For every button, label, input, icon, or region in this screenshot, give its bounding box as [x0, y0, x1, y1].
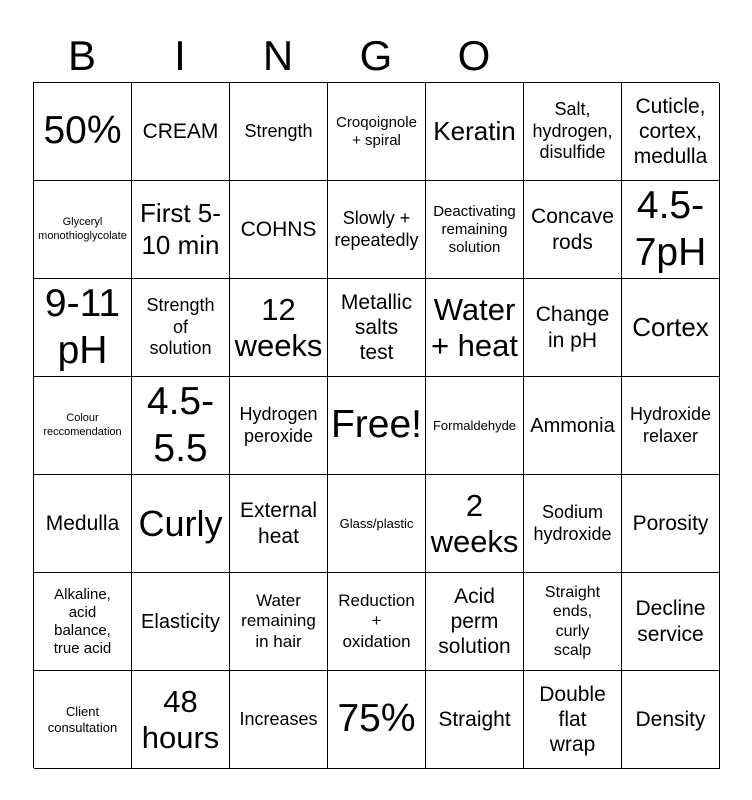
cell-text: Metallic salts test	[340, 290, 413, 365]
cell-text: Decline service	[635, 597, 706, 646]
bingo-cell[interactable]	[524, 573, 622, 671]
cell-text: Cortex	[632, 311, 709, 342]
bingo-header	[33, 30, 719, 82]
header-letter-g: G	[359, 32, 393, 79]
bingo-cell[interactable]	[328, 181, 426, 279]
cell-text: Salt, hydrogen, disulfide	[532, 99, 613, 163]
bingo-cell[interactable]	[328, 573, 426, 671]
cell-text: COHNS	[240, 217, 317, 241]
bingo-cell[interactable]	[34, 181, 132, 279]
bingo-cell[interactable]	[230, 83, 328, 181]
bingo-cell[interactable]	[426, 377, 524, 475]
cell-text: Straight ends, curly scalp	[544, 584, 601, 659]
bingo-cell[interactable]	[230, 475, 328, 573]
bingo-cell[interactable]	[132, 377, 230, 475]
bingo-cell[interactable]	[426, 83, 524, 181]
bingo-cell[interactable]	[622, 573, 720, 671]
bingo-cell[interactable]	[328, 671, 426, 769]
cell-text: Strength of solution	[146, 295, 215, 359]
bingo-cell[interactable]	[132, 83, 230, 181]
bingo-cell[interactable]	[426, 573, 524, 671]
cell-text: Water + heat	[430, 292, 519, 363]
cell-text: Colour reccomendation	[43, 412, 122, 438]
cell-text: Sodium hydroxide	[533, 501, 612, 544]
bingo-cell[interactable]	[34, 671, 132, 769]
bingo-cell[interactable]	[34, 573, 132, 671]
bingo-cell[interactable]	[622, 671, 720, 769]
cell-text: Deactivating remaining solution	[433, 202, 516, 256]
bingo-cell[interactable]	[622, 279, 720, 377]
bingo-cell[interactable]	[622, 83, 720, 181]
cell-text: Free!	[330, 403, 423, 447]
cell-text: 75%	[337, 697, 416, 741]
bingo-cell[interactable]	[524, 181, 622, 279]
bingo-cell[interactable]	[426, 671, 524, 769]
bingo-cell[interactable]	[132, 475, 230, 573]
header-letter-n: N	[262, 32, 294, 79]
cell-text: Glass/plastic	[339, 515, 414, 531]
bingo-cell[interactable]	[524, 83, 622, 181]
bingo-cell[interactable]	[132, 279, 230, 377]
cell-text: 50%	[43, 109, 122, 153]
cell-text: 9-11 pH	[44, 281, 121, 372]
cell-text: Hydrogen peroxide	[239, 403, 318, 446]
cell-text: Glyceryl monothioglycolate	[38, 216, 127, 242]
cell-text: Straight	[438, 707, 511, 731]
bingo-cell[interactable]	[34, 83, 132, 181]
cell-text: Client consultation	[47, 703, 118, 735]
cell-text: Formaldehyde	[432, 417, 517, 433]
cell-text: Change in pH	[535, 303, 610, 352]
cell-text: Reduction + oxidation	[338, 590, 415, 651]
cell-text: Medulla	[45, 511, 120, 535]
cell-text: Keratin	[433, 115, 516, 146]
cell-text: CREAM	[142, 119, 219, 143]
cell-text: Water remaining in hair	[241, 590, 316, 651]
bingo-cell[interactable]	[524, 279, 622, 377]
cell-text: Hydroxide relaxer	[629, 403, 712, 446]
bingo-cell[interactable]	[622, 181, 720, 279]
cell-text: Curly	[138, 502, 223, 544]
bingo-cell[interactable]	[622, 475, 720, 573]
bingo-card-grid	[33, 82, 719, 768]
cell-text: Density	[635, 707, 706, 731]
bingo-cell[interactable]	[524, 475, 622, 573]
bingo-cell[interactable]	[328, 83, 426, 181]
bingo-cell[interactable]	[230, 671, 328, 769]
bingo-cell[interactable]	[132, 181, 230, 279]
cell-text: Strength	[244, 120, 313, 141]
bingo-cell[interactable]	[426, 181, 524, 279]
cell-text: Porosity	[632, 511, 709, 535]
bingo-cell[interactable]	[426, 279, 524, 377]
bingo-cell[interactable]	[230, 279, 328, 377]
bingo-cell[interactable]	[230, 181, 328, 279]
cell-text: First 5- 10 min	[140, 198, 221, 260]
bingo-cell[interactable]	[34, 475, 132, 573]
bingo-cell[interactable]	[34, 279, 132, 377]
header-letter-i: I	[174, 32, 186, 79]
bingo-cell[interactable]	[622, 377, 720, 475]
bingo-cell[interactable]	[524, 671, 622, 769]
cell-text: Croqoignole + spiral	[336, 113, 417, 149]
bingo-cell[interactable]	[132, 573, 230, 671]
bingo-cell[interactable]	[34, 377, 132, 475]
bingo-cell[interactable]	[230, 573, 328, 671]
bingo-cell[interactable]	[524, 377, 622, 475]
cell-text: Cuticle, cortex, medulla	[633, 94, 708, 169]
bingo-free-space[interactable]	[328, 377, 426, 475]
bingo-cell[interactable]	[230, 377, 328, 475]
bingo-cell[interactable]	[426, 475, 524, 573]
cell-text: Ammonia	[530, 414, 615, 437]
cell-text: Elasticity	[141, 610, 220, 633]
bingo-cell[interactable]	[132, 671, 230, 769]
header-letter-o: O	[457, 32, 491, 79]
cell-text: Alkaline, acid balance, true acid	[53, 585, 112, 657]
cell-text: 12 weeks	[234, 292, 323, 363]
cell-text: Concave rods	[531, 205, 614, 254]
cell-text: Double flat wrap	[539, 682, 606, 757]
cell-text: Acid perm solution	[438, 584, 511, 659]
bingo-cell[interactable]	[328, 279, 426, 377]
cell-text: 48 hours	[141, 684, 220, 755]
cell-text: 4.5- 5.5	[146, 379, 215, 470]
cell-text: External heat	[239, 499, 318, 548]
bingo-cell[interactable]	[328, 475, 426, 573]
cell-text: Increases	[239, 708, 318, 729]
header-letter-b: B	[67, 32, 96, 79]
cell-text: 2 weeks	[430, 488, 519, 559]
cell-text: Slowly + repeatedly	[334, 207, 419, 250]
cell-text: 4.5- 7pH	[634, 183, 707, 274]
